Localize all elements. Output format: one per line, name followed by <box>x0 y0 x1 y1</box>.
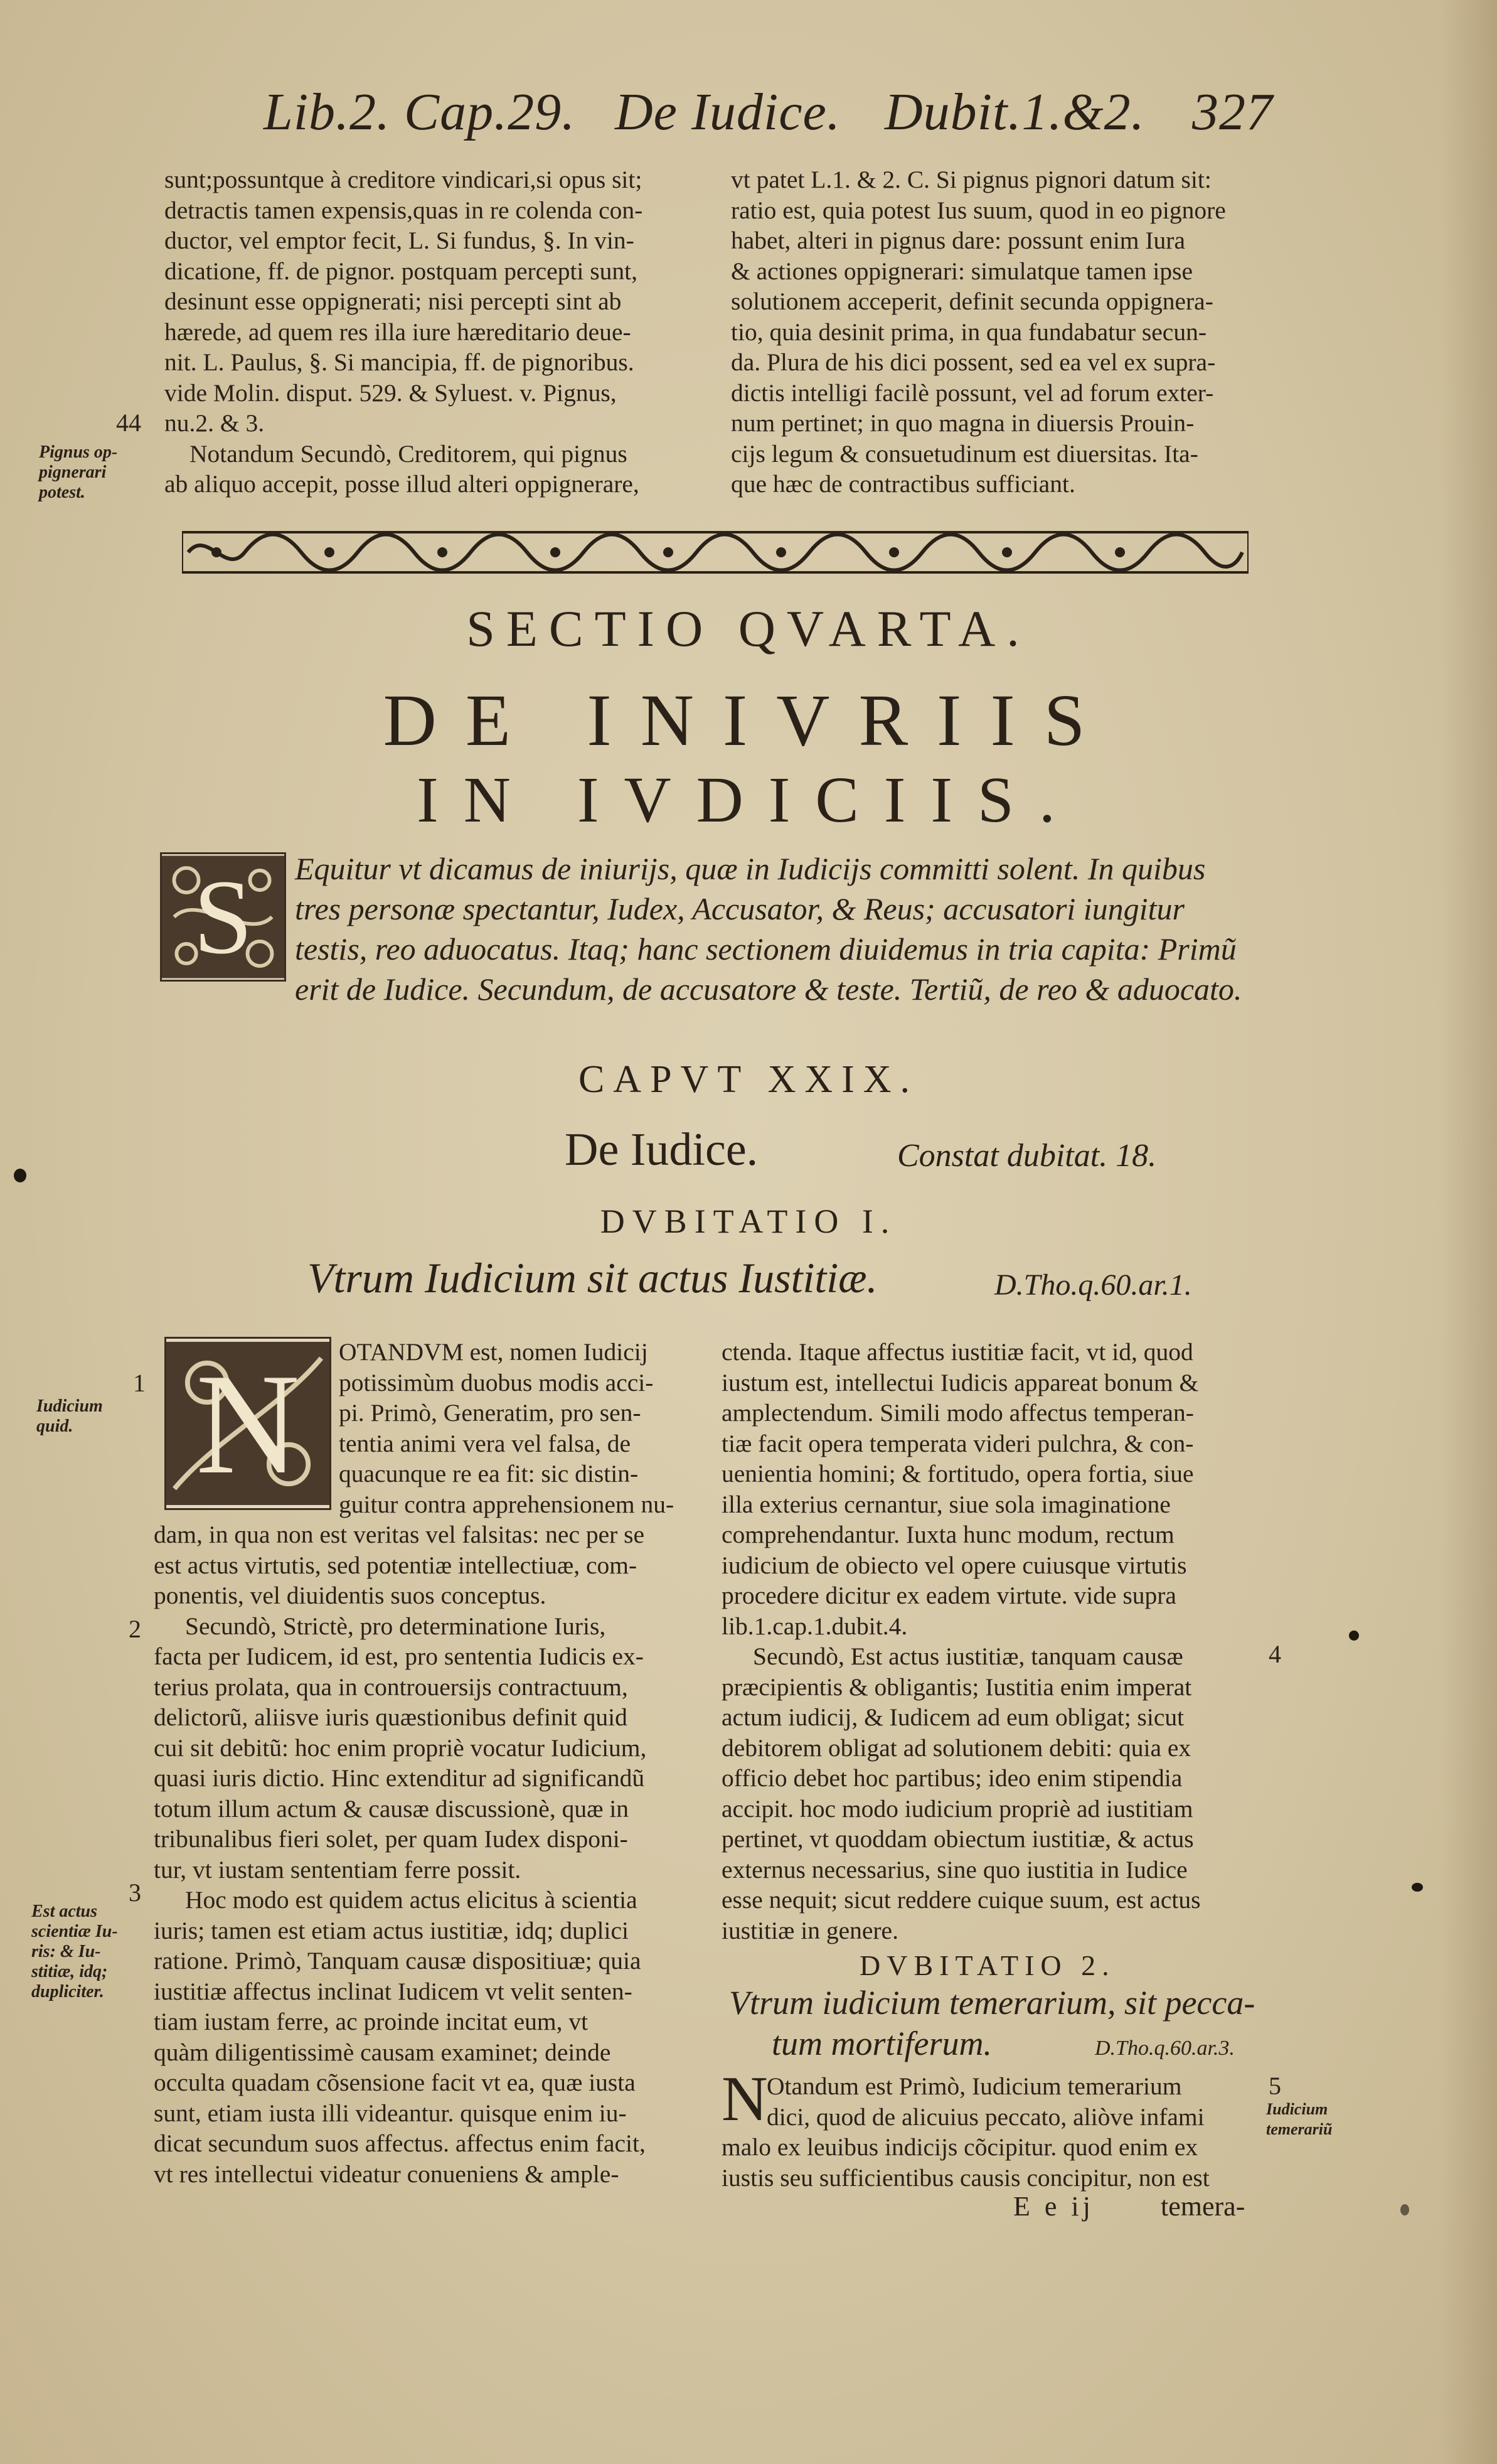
text-line: est actus virtutis, sed potentiæ intellectiuæ, com- <box>154 1551 637 1579</box>
text-line: iustum est, intellectui Iudicis appareat bonum & <box>722 1368 1199 1396</box>
running-header <box>264 82 1280 157</box>
ink-blot <box>1412 1883 1423 1892</box>
text-line: externus necessarius, sine quo iustitia in Iudice <box>722 1855 1188 1883</box>
text-line: cui sit debitũ: hoc enim propriè vocatur Iudicium, <box>154 1733 647 1762</box>
text-line: tribunalibus fieri solet, per quam Iudex disponi- <box>154 1825 628 1853</box>
dubitatio-1-label: DVBITATIO I. <box>600 1203 897 1240</box>
margin-number: 44 <box>116 409 141 437</box>
ornamental-band <box>182 528 1249 576</box>
ink-blot <box>1400 2204 1409 2215</box>
decorated-initial-n <box>164 1337 331 1510</box>
text-line: nu.2. & 3. <box>164 409 265 437</box>
text-line: comprehendantur. Iuxta hunc modum, rectum <box>722 1521 1175 1548</box>
text-line: & actiones oppignerari: simulatque tamen ipse <box>731 257 1193 285</box>
margin-note-line: scientiæ Iu- <box>31 1922 118 1941</box>
text-line: procedere dicitur ex eadem virtute. vide supra <box>722 1582 1176 1609</box>
margin-note-line: quid. <box>36 1417 73 1436</box>
text-line: facta per Iudicem, id est, pro sententia Iudicis ex- <box>154 1642 644 1670</box>
text-line: ratio est, quia potest Ius suum, quod in eo pignore <box>731 196 1226 224</box>
margin-number: 3 <box>129 1878 141 1907</box>
text-line: solutionem acceperit, definit secunda oppignera- <box>731 287 1213 315</box>
text-line: nit. L. Paulus, §. Si mancipia, ff. de pignoribus. <box>164 348 634 376</box>
text-line: uenientia homini; & fortitudo, opera fortia, siue <box>722 1460 1194 1487</box>
text-line: totum illum actum & causæ discussionè, quæ in <box>154 1794 629 1823</box>
dubitatio-1-question: Vtrum Iudicium sit actus Iustitiæ. <box>307 1254 878 1302</box>
header-book-chapter: Lib.2. Cap.29. <box>264 83 576 141</box>
margin-note-line: Iudicium <box>1266 2100 1328 2118</box>
ink-blot <box>1349 1631 1359 1641</box>
text-line: dictis intelligi facilè possunt, vel ad forum exter- <box>731 378 1214 407</box>
text-line: delictorũ, aliisve iuris quæstionibus definit quid <box>154 1703 627 1731</box>
text-line: præcipientis & obligantis; Iustitia enim imperat <box>722 1673 1192 1701</box>
text-line: illa exterius cernantur, siue sola imaginatione <box>722 1490 1171 1518</box>
text-line: officio debet hoc partibus; ideo enim stipendia <box>722 1764 1183 1792</box>
dubitatio-2-question-line2: tum mortiferum. <box>772 2025 992 2062</box>
margin-note-line: temerariũ <box>1266 2120 1333 2138</box>
text-line: ratione. Primò, Tanquam causæ dispositiuæ; quia <box>154 1947 641 1974</box>
text-line: malo ex leuibus indicijs cõcipitur. quod enim ex <box>722 2133 1198 2161</box>
text-line: dicatione, ff. de pignor. postquam percepti sunt, <box>164 257 637 285</box>
text-line: potissimùm duobus modis acci- <box>339 1368 654 1396</box>
section-title-line1: DE INIVRIIS <box>383 679 1114 761</box>
text-line: dici, quod de alicuius peccato, aliòve infami <box>767 2102 1205 2131</box>
text-line: que hæc de contractibus sufficiant. <box>731 470 1075 498</box>
margin-note-iudicium-quid <box>36 1396 103 1437</box>
text-line: hærede, ad quem res illa iure hæreditario deue- <box>164 318 631 346</box>
text-line: pi. Primò, Generatim, pro sen- <box>339 1399 641 1427</box>
catchword: temera- <box>1161 2191 1245 2222</box>
text-line: sunt, etiam iusta illi videantur. quisque enim iu- <box>154 2099 627 2127</box>
page-number: 327 <box>1192 83 1273 141</box>
text-line: Otandum est Primò, Iudicium temerarium <box>767 2072 1182 2100</box>
constat-reference: Constat dubitat. 18. <box>897 1138 1157 1174</box>
text-line: tiam iustam ferre, ac proinde incitat eum, vt <box>154 2008 589 2035</box>
text-line: detractis tamen expensis,quas in re colenda con- <box>164 196 643 224</box>
margin-number: 1 <box>133 1369 146 1397</box>
text-line: sunt;possuntque à creditore vindicari,si opus sit; <box>164 166 642 193</box>
text-line: tur, vt iustam sententiam ferre possit. <box>154 1855 521 1883</box>
text-line: cijs legum & consuetudinum est diuersitas. Ita- <box>731 439 1198 468</box>
text-line: quacunque re ea fit: sic distin- <box>339 1460 639 1487</box>
margin-number: 2 <box>129 1615 141 1643</box>
dubitatio-1-reference: D.Tho.q.60.ar.1. <box>994 1268 1192 1302</box>
text-line: quasi iuris dictio. Hinc extenditur ad significandũ <box>154 1764 645 1792</box>
left-column-body <box>154 1519 696 2189</box>
text-line: vt res intellectui videatur conueniens & ample- <box>154 2160 619 2188</box>
text-line: num pertinet; in quo magna in diuersis Prouin- <box>731 409 1195 437</box>
text-line: Secundò, Est actus iustitiæ, tanquam causæ <box>753 1642 1183 1670</box>
margin-note-line: Pignus op- <box>39 442 118 462</box>
intro-line: erit de Iudice. Secundum, de accusatore & teste. Tertiũ, de reo & aduocato. <box>295 972 1242 1007</box>
text-line: da. Plura de his dici possent, sed ea vel ex supra- <box>731 348 1216 376</box>
margin-note-pignus <box>39 442 117 503</box>
margin-number: 5 <box>1269 2072 1281 2100</box>
margin-note-line: stitiæ, idq; <box>31 1962 108 1981</box>
margin-note-line: dupliciter. <box>31 1982 104 2001</box>
text-line: esse nequit; sicut reddere cuique suum, est actus <box>722 1886 1201 1914</box>
text-line: ponentis, vel diuidentis suos conceptus. <box>154 1582 546 1609</box>
text-line: Secundò, Strictè, pro determinatione Iuris, <box>185 1612 606 1640</box>
text-line: actum iudicij, & Iudicem ad eum obligat; sicut <box>722 1703 1185 1731</box>
text-line: occulta quadam cõsensione facit vt ea, quæ iusta <box>154 2069 636 2096</box>
text-line: lib.1.cap.1.dubit.4. <box>722 1612 908 1640</box>
text-line: dicat secundum suos affectus. affectus enim facit, <box>154 2129 646 2157</box>
ink-blot <box>14 1169 26 1182</box>
top-left-column <box>164 164 745 500</box>
text-line: accipit. hoc modo iudicium propriè ad iustitiam <box>722 1794 1193 1823</box>
text-line: iudicium de obiecto vel opere cuiusque virtutis <box>722 1551 1187 1579</box>
text-line: terius prolata, qua in controuersijs contractuum, <box>154 1673 628 1701</box>
margin-note-line: pignerari <box>39 463 107 482</box>
caput-title: De Iudice. <box>565 1124 759 1176</box>
margin-note-line: Est actus <box>31 1902 98 1921</box>
intro-line: testis, reo aduocatus. Itaq; hanc sectionem diuidemus in tria capita: Primũ <box>295 931 1237 967</box>
text-line: vt patet L.1. & 2. C. Si pignus pignori datum sit: <box>731 166 1212 193</box>
margin-note-line: Iudicium <box>36 1396 103 1416</box>
caput-label: CAPVT XXIX. <box>578 1058 919 1101</box>
dubitatio-2-question-line1: Vtrum iudicium temerarium, sit pecca- <box>729 1984 1255 2022</box>
margin-note-est-actus <box>31 1902 118 2002</box>
right-column-body <box>722 1337 1261 1946</box>
initial-letter: N <box>195 1343 301 1504</box>
text-line: desinunt esse oppignerati; nisi percepti sint ab <box>164 287 622 315</box>
top-right-column <box>731 164 1271 500</box>
text-line: vide Molin. disput. 529. & Syluest. v. Pignus, <box>164 378 617 407</box>
text-line: Notandum Secundò, Creditorem, qui pignus <box>189 439 627 468</box>
margin-note-line: ris: & Iu- <box>31 1942 101 1961</box>
header-title: De Iudice. <box>615 83 841 141</box>
signature-mark: E e ij <box>1013 2191 1094 2222</box>
margin-note-iudicium-temerarium <box>1266 2099 1332 2140</box>
intro-line: Equitur vt dicamus de iniurijs, quæ in Iudicijs committi solent. In quibus <box>295 851 1206 886</box>
text-line: habet, alteri in pignus dare: possunt enim Iura <box>731 227 1185 254</box>
text-line: OTANDVM est, nomen Iudicij <box>339 1338 648 1366</box>
header-dubitatio: Dubit.1.&2. <box>885 83 1145 141</box>
left-column-opening <box>339 1337 696 1519</box>
text-line: iuris; tamen est etiam actus iustitiæ, idq; duplici <box>154 1916 629 1944</box>
text-line: pertinet, vt quoddam obiectum iustitiæ, & actus <box>722 1825 1194 1853</box>
text-line: tio, quia desinit prima, in qua fundabatur secun- <box>731 318 1207 346</box>
text-line: ab aliquo accepit, posse illud alteri oppignerare, <box>164 470 639 498</box>
initial-letter: S <box>193 857 253 976</box>
dubitatio-2-label: DVBITATIO 2. <box>860 1949 1116 1981</box>
text-line: Hoc modo est quidem actus elicitus à scientia <box>185 1886 637 1914</box>
dubitatio-2-body <box>722 2132 1261 2193</box>
text-line: guitur contra apprehensionem nu- <box>339 1490 674 1518</box>
text-line: tentia animi vera vel falsa, de <box>339 1429 631 1457</box>
section-intro <box>295 849 1255 1009</box>
intro-line: tres personæ spectantur, Iudex, Accusator, & Reus; accusatori iungitur <box>295 891 1185 926</box>
dubitatio-2-initial: N <box>722 2064 768 2135</box>
dubitatio-2-opening <box>767 2071 1262 2132</box>
decorated-initial-s <box>160 852 286 982</box>
text-line: debitorem obligat ad solutionem debiti: quia ex <box>722 1733 1191 1762</box>
margin-note-line: potest. <box>39 483 85 502</box>
text-line: ductor, vel emptor fecit, L. Si fundus, §. In vin- <box>164 227 634 254</box>
text-line: amplectendum. Simili modo affectus temperan- <box>722 1399 1194 1427</box>
text-line: iustis seu sufficientibus causis concipitur, non est <box>722 2163 1210 2192</box>
text-line: iustitiæ affectus inclinat Iudicem vt velit senten- <box>154 1977 632 2005</box>
text-line: dam, in qua non est veritas vel falsitas: nec per se <box>154 1521 645 1548</box>
text-line: iustitiæ in genere. <box>722 1916 898 1944</box>
text-line: tiæ facit opera temperata videri pulchra, & con- <box>722 1429 1194 1457</box>
margin-number: 4 <box>1269 1640 1281 1668</box>
text-line: quàm diligentissimè causam examinet; deinde <box>154 2038 611 2066</box>
section-label: SECTIO QVARTA. <box>466 600 1031 657</box>
dubitatio-2-reference: D.Tho.q.60.ar.3. <box>1095 2037 1235 2060</box>
section-title-line2: IN IVDICIIS. <box>417 764 1080 836</box>
text-line: ctenda. Itaque affectus iustitiæ facit, vt id, quod <box>722 1338 1193 1366</box>
